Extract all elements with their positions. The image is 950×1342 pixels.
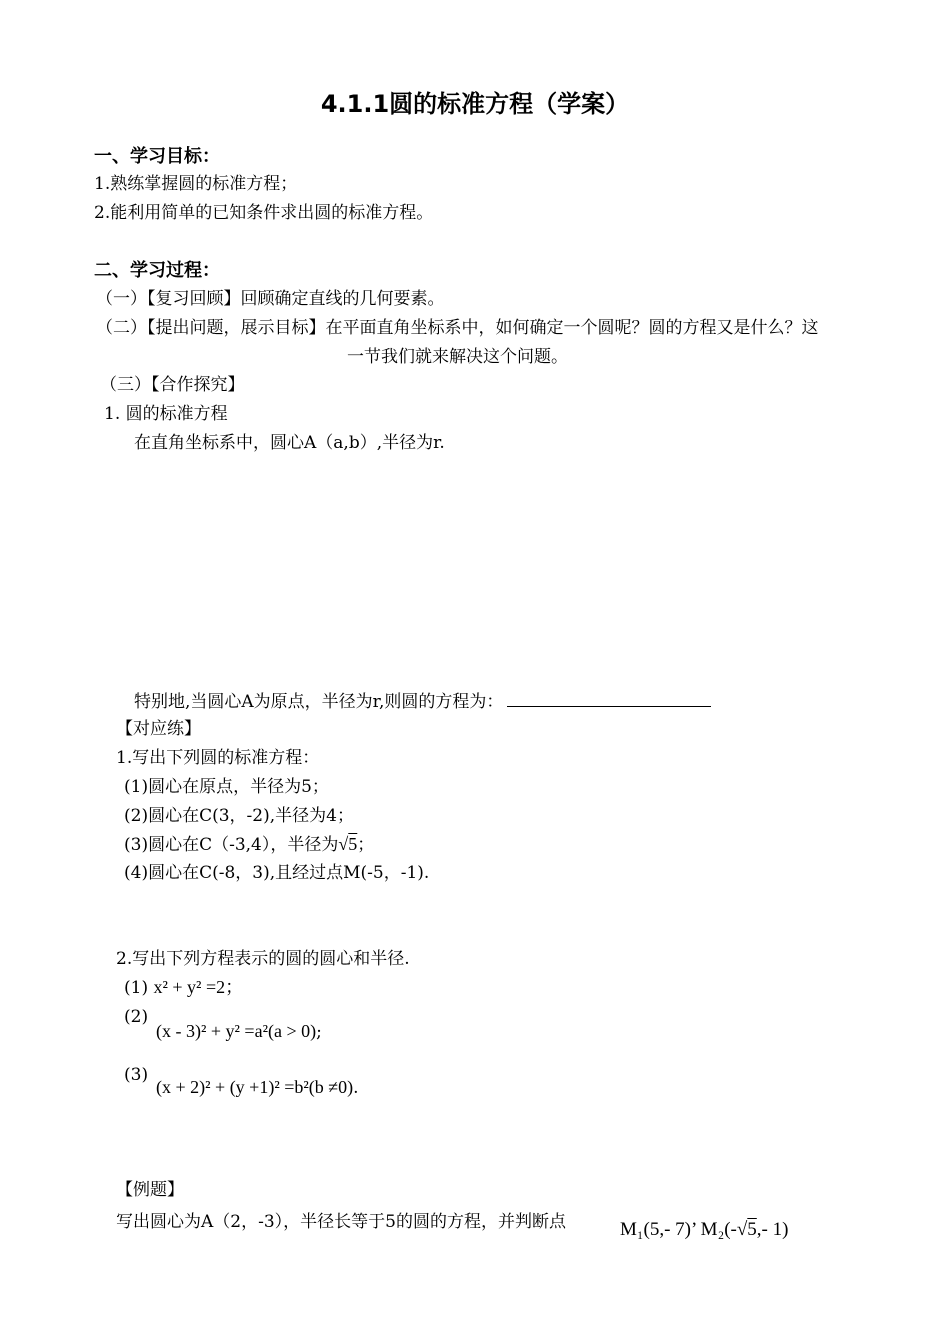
- equation: (x - 3)² + y² =a²(a > 0): [156, 1021, 317, 1041]
- sqrt-expression: √5: [736, 1219, 757, 1240]
- review-line: （一）【复习回顾】回顾确定直线的几何要素。: [96, 289, 445, 309]
- equation-label: (3): [124, 1065, 149, 1085]
- point-m2-suffix: ,- 1): [756, 1219, 789, 1240]
- practice-item: (4)圆心在C(-8，3),且经过点M(-5，-1).: [124, 863, 430, 883]
- practice-item: (2)圆心在C(3，-2),半径为4；: [124, 806, 354, 826]
- example-text: 写出圆心为A（2，-3），半径长等于5的圆的方程，并判断点: [116, 1212, 566, 1232]
- equation-end: .: [353, 1078, 359, 1098]
- equation-label: (2): [124, 1007, 149, 1027]
- explore-heading: （三）【合作探究】: [100, 375, 245, 395]
- example-points: [620, 1219, 788, 1241]
- page-title: 4.1.1圆的标准方程（学案）: [320, 90, 630, 118]
- answer-blank[interactable]: [507, 690, 711, 707]
- equation-line-3: [156, 1076, 359, 1099]
- equation: (x + 2)² + (y +1)² =b²(b ≠0): [156, 1077, 354, 1097]
- equation-label: (1): [124, 978, 149, 998]
- practice-question-1: 1.写出下列圆的标准方程：: [116, 748, 320, 768]
- practice-item-end: ；: [357, 835, 375, 855]
- setup-text: 在直角坐标系中，圆心A（a,b）,半径为r.: [134, 433, 445, 453]
- practice-question-2: 2.写出下列方程表示的圆的圆心和半径.: [116, 949, 410, 969]
- equation: x² + y² =2；: [153, 977, 244, 997]
- question-line: （二）【提出问题，展示目标】在平面直角坐标系中，如何确定一个圆呢？圆的方程又是什么？这: [96, 318, 819, 338]
- subsection-title: 1. 圆的标准方程: [104, 404, 228, 424]
- section1-heading: 一、学习目标：: [94, 146, 220, 167]
- objective-item: 2.能利用简单的已知条件求出圆的标准方程。: [94, 203, 434, 223]
- practice-heading: 【对应练】: [116, 719, 201, 739]
- point-m1: M₁(5,- 7): [620, 1219, 691, 1240]
- sqrt-expression: √5: [338, 834, 358, 854]
- practice-item-text: (3)圆心在C（-3,4），半径为: [124, 835, 339, 855]
- point-separator: ’: [691, 1219, 696, 1240]
- special-case-line: [134, 690, 711, 713]
- sqrt-radicand: 5: [348, 834, 358, 854]
- practice-item-sqrt: [124, 833, 374, 856]
- example-heading: 【例题】: [116, 1180, 184, 1200]
- equation-line-2: [156, 1020, 322, 1043]
- practice-item: (1)圆心在原点，半径为5；: [124, 777, 329, 797]
- point-m2-prefix: M₂(-: [700, 1219, 737, 1240]
- equation-line-1: [124, 976, 243, 999]
- objective-item: 1.熟练掌握圆的标准方程；: [94, 174, 298, 194]
- section2-heading: 二、学习过程：: [94, 260, 220, 281]
- equation-end: ;: [316, 1022, 322, 1042]
- special-case-text: 特别地,当圆心A为原点，半径为r,则圆的方程为：: [134, 692, 504, 712]
- question-line-continued: 一节我们就来解决这个问题。: [347, 347, 568, 367]
- sqrt-radicand: 5: [747, 1219, 757, 1240]
